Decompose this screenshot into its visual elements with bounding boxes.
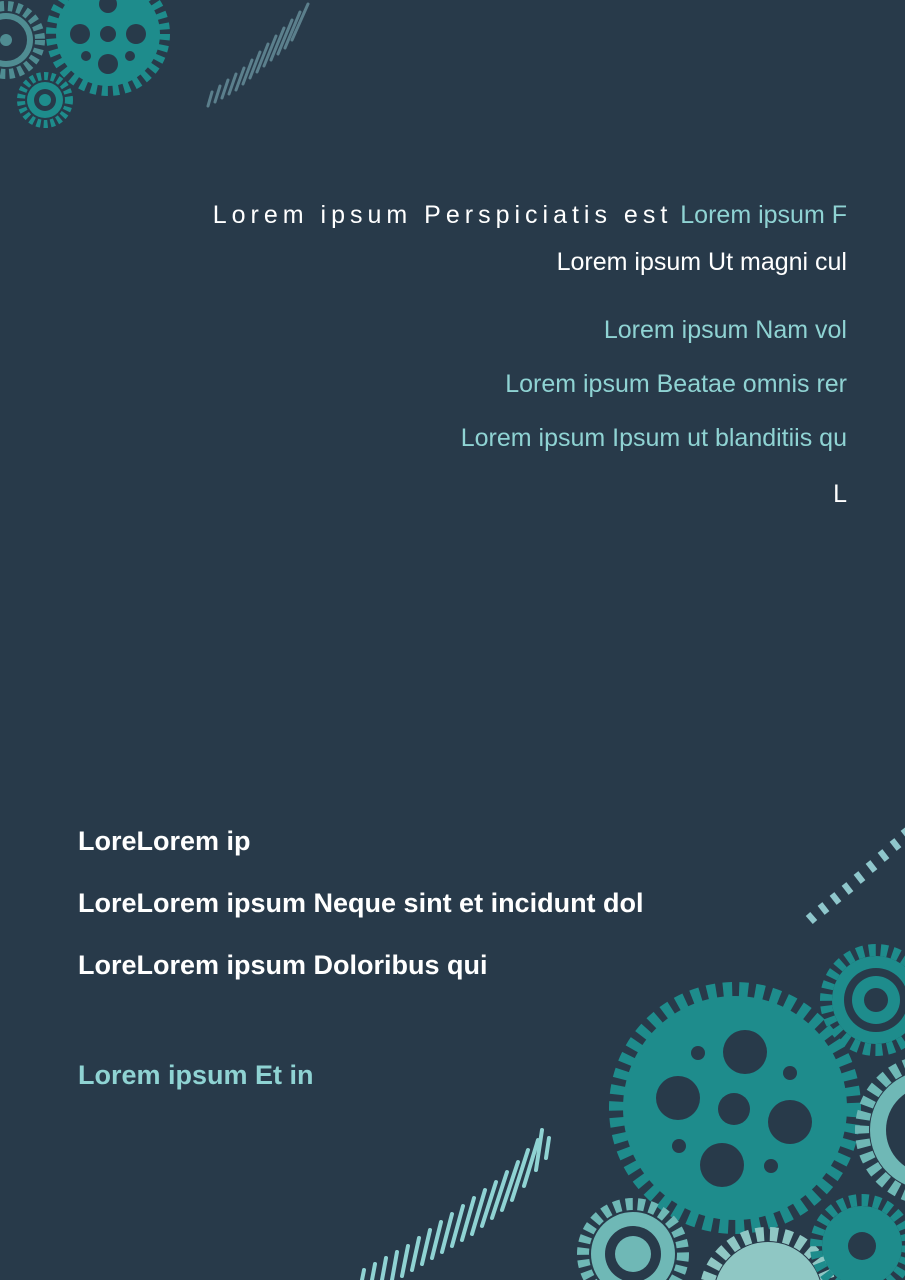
footer-heading-2: LoreLorem ipsum Neque sint et incidunt dol <box>78 888 644 918</box>
header-title <box>213 198 847 232</box>
gear-icon <box>826 950 905 1050</box>
footer-heading-1: LoreLorem ip <box>78 826 251 856</box>
gear-icon <box>52 0 164 90</box>
gear-icon <box>816 1200 905 1280</box>
detail-line-2: Lorem ipsum Beatae omnis rer <box>505 370 847 398</box>
title-main: Lorem ipsum Perspiciatis est <box>212 201 673 229</box>
gear-icon <box>583 1204 683 1280</box>
stripe-decoration <box>208 4 308 106</box>
footer-accent: Lorem ipsum Et in <box>78 1060 314 1090</box>
gear-icon <box>862 1062 905 1198</box>
detail-line-4: L <box>833 480 847 508</box>
detail-line-1: Lorem ipsum Nam vol <box>603 316 847 344</box>
stripe-decoration <box>362 1130 549 1280</box>
stripe-decoration <box>808 829 905 922</box>
gear-icon <box>21 76 69 124</box>
gear-icon <box>617 990 853 1226</box>
gear-icon <box>0 6 40 74</box>
subtitle: Lorem ipsum Ut magni cul <box>556 248 847 276</box>
detail-line-3: Lorem ipsum Ipsum ut blanditiis qu <box>460 424 847 452</box>
title-accent: Lorem ipsum F <box>680 201 847 229</box>
footer-heading-3: LoreLorem ipsum Doloribus qui <box>78 950 488 980</box>
